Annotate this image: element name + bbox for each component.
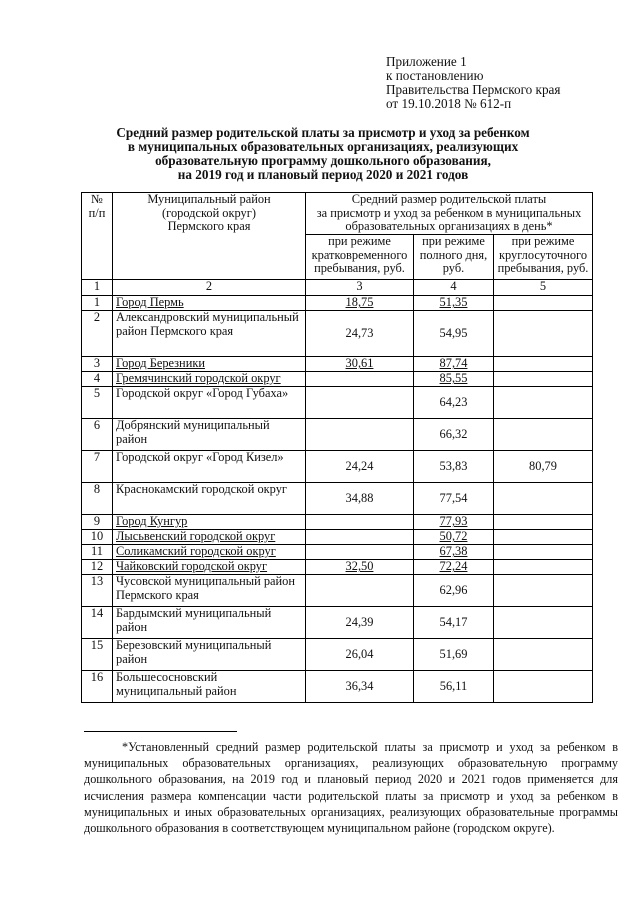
district-name: Гремячинский городской округ (113, 372, 306, 387)
fee-short-stay (306, 419, 414, 451)
table-row (82, 483, 593, 515)
column-number: 1 (82, 280, 113, 296)
table-row (82, 387, 593, 419)
annex-line: от 19.10.2018 № 612-п (386, 96, 512, 111)
fee-short-stay: 24,39 (306, 607, 414, 639)
district-name: Лысьвенский городской округ (113, 530, 306, 545)
fee-round-the-clock (494, 530, 593, 545)
annex-line: Правительства Пермского края (386, 82, 561, 97)
table-row (82, 311, 593, 357)
fee-round-the-clock (494, 372, 593, 387)
district-name: Бардымский муниципальный район (113, 607, 306, 639)
district-name: Городской округ «Город Губаха» (113, 387, 306, 419)
district-name: Город Березники (113, 357, 306, 372)
fee-round-the-clock (494, 311, 593, 357)
district-name: Чайковский городской округ (113, 560, 306, 575)
district-name: Город Кунгур (113, 515, 306, 530)
header-text: пребывания, руб. (314, 261, 405, 275)
fee-full-day: 77,54 (414, 483, 494, 515)
fee-short-stay: 24,73 (306, 311, 414, 357)
fee-round-the-clock (494, 419, 593, 451)
title-line: на 2019 год и плановый период 2020 и 2021 годов (177, 167, 469, 182)
table-row (82, 372, 593, 387)
fee-full-day: 54,17 (414, 607, 494, 639)
row-number: 12 (82, 560, 113, 575)
header-full-day (414, 235, 494, 280)
row-number: 6 (82, 419, 113, 451)
row-number: 9 (82, 515, 113, 530)
header-fee-group (306, 193, 593, 235)
fee-full-day: 56,11 (414, 671, 494, 703)
row-number: 8 (82, 483, 113, 515)
header-text: Муниципальный район (147, 192, 271, 206)
header-text: при режиме (422, 234, 485, 248)
fee-full-day: 77,93 (414, 515, 494, 530)
fee-short-stay (306, 387, 414, 419)
fee-round-the-clock (494, 560, 593, 575)
fee-round-the-clock (494, 357, 593, 372)
header-text: кратковременного (311, 247, 408, 262)
header-text: при режиме (328, 234, 391, 248)
district-name: Чусовской муниципальный район Пермского края (113, 575, 306, 607)
footnote: *Установленный средний размер родительской платы за присмотр и уход за ребенком в муниципальных образовательных организациях, реализующих образовательную программу дошкольного образования, на 2019 год и плановый период 2020 и 2021 годов применяется для исчисления размера компенсации части родительской платы за присмотр и уход за ребенком в муниципальных и иных образовательных организациях, реализующих образовательные программы дошкольного образования в соответствующем муниципальном районе (городском округе). (84, 740, 618, 836)
header-text: за присмотр и уход за ребенком в муниципальных (316, 205, 582, 220)
fee-round-the-clock (494, 639, 593, 671)
district-name: Большесосновский муниципальный район (113, 671, 306, 703)
fee-short-stay: 26,04 (306, 639, 414, 671)
document-title (70, 126, 576, 182)
header-text: руб. (442, 261, 465, 275)
fee-full-day: 66,32 (414, 419, 494, 451)
header-num (82, 193, 113, 280)
header-text: пребывания, руб. (497, 261, 589, 275)
fee-full-day: 53,83 (414, 451, 494, 483)
fee-round-the-clock (494, 607, 593, 639)
row-number: 10 (82, 530, 113, 545)
row-number: 3 (82, 357, 113, 372)
header-text: при режиме (511, 234, 575, 248)
fees-table (81, 192, 593, 703)
header-text: п/п (88, 205, 106, 220)
fee-short-stay: 24,24 (306, 451, 414, 483)
district-name: Краснокамский городской округ (113, 483, 306, 515)
row-number: 2 (82, 311, 113, 357)
table-row (82, 607, 593, 639)
footnote-separator (84, 731, 237, 732)
header-short-stay (306, 235, 414, 280)
row-number: 4 (82, 372, 113, 387)
fee-round-the-clock (494, 575, 593, 607)
table-row (82, 357, 593, 372)
table-row (82, 560, 593, 575)
fee-round-the-clock (494, 483, 593, 515)
fee-full-day: 87,74 (414, 357, 494, 372)
table-row (82, 671, 593, 703)
table-row (82, 639, 593, 671)
table-row (82, 545, 593, 560)
fee-round-the-clock (494, 296, 593, 311)
district-name: Березовский муниципальный район (113, 639, 306, 671)
fee-short-stay: 36,34 (306, 671, 414, 703)
district-name: Добрянский муниципальный район (113, 419, 306, 451)
fee-full-day: 54,95 (414, 311, 494, 357)
row-number: 5 (82, 387, 113, 419)
title-line: образовательную программу дошкольного образования, (155, 153, 491, 168)
fee-short-stay: 18,75 (306, 296, 414, 311)
column-number: 5 (494, 280, 593, 296)
title-line: в муниципальных образовательных организациях, реализующих (127, 139, 519, 154)
title-line: Средний размер родительской платы за присмотр и уход за ребенком (116, 125, 530, 140)
header-text: полного дня, (419, 247, 488, 262)
header-text: Средний размер родительской платы (351, 192, 547, 206)
fee-short-stay: 32,50 (306, 560, 414, 575)
fee-round-the-clock (494, 515, 593, 530)
header-text: круглосуточного (498, 247, 588, 262)
fee-short-stay (306, 515, 414, 530)
fee-round-the-clock (494, 387, 593, 419)
fee-full-day: 51,69 (414, 639, 494, 671)
row-number: 11 (82, 545, 113, 560)
table-row (82, 419, 593, 451)
row-number: 7 (82, 451, 113, 483)
fee-full-day: 62,96 (414, 575, 494, 607)
header-round-the-clock (494, 235, 593, 280)
fee-short-stay (306, 530, 414, 545)
column-number: 3 (306, 280, 414, 296)
row-number: 1 (82, 296, 113, 311)
annex-line: Приложение 1 (386, 54, 467, 69)
header-text: образовательных организациях в день* (345, 219, 553, 233)
header-text: № (91, 192, 103, 206)
table-row (82, 530, 593, 545)
fee-round-the-clock (494, 545, 593, 560)
fee-short-stay (306, 545, 414, 560)
district-name: Соликамский городской округ (113, 545, 306, 560)
row-number: 14 (82, 607, 113, 639)
header-district (113, 193, 306, 280)
header-text: (городской округ) (162, 205, 256, 220)
table-row (82, 296, 593, 311)
district-name: Александровский муниципальный район Пермского края (113, 311, 306, 357)
column-number: 2 (113, 280, 306, 296)
district-name: Город Пермь (113, 296, 306, 311)
fee-short-stay (306, 575, 414, 607)
column-number: 4 (414, 280, 494, 296)
annex-line: к постановлению (386, 68, 484, 83)
table-row (82, 451, 593, 483)
fee-round-the-clock (494, 671, 593, 703)
row-number: 16 (82, 671, 113, 703)
table-row (82, 575, 593, 607)
fee-short-stay: 34,88 (306, 483, 414, 515)
fee-short-stay: 30,61 (306, 357, 414, 372)
table-row (82, 515, 593, 530)
fee-full-day: 85,55 (414, 372, 494, 387)
fee-full-day: 67,38 (414, 545, 494, 560)
fee-short-stay (306, 372, 414, 387)
fee-round-the-clock: 80,79 (494, 451, 593, 483)
row-number: 13 (82, 575, 113, 607)
fee-full-day: 64,23 (414, 387, 494, 419)
fee-full-day: 51,35 (414, 296, 494, 311)
row-number: 15 (82, 639, 113, 671)
header-text: Пермского края (167, 219, 251, 233)
fee-full-day: 50,72 (414, 530, 494, 545)
district-name: Городской округ «Город Кизел» (113, 451, 306, 483)
fee-full-day: 72,24 (414, 560, 494, 575)
annex-block (386, 55, 626, 111)
